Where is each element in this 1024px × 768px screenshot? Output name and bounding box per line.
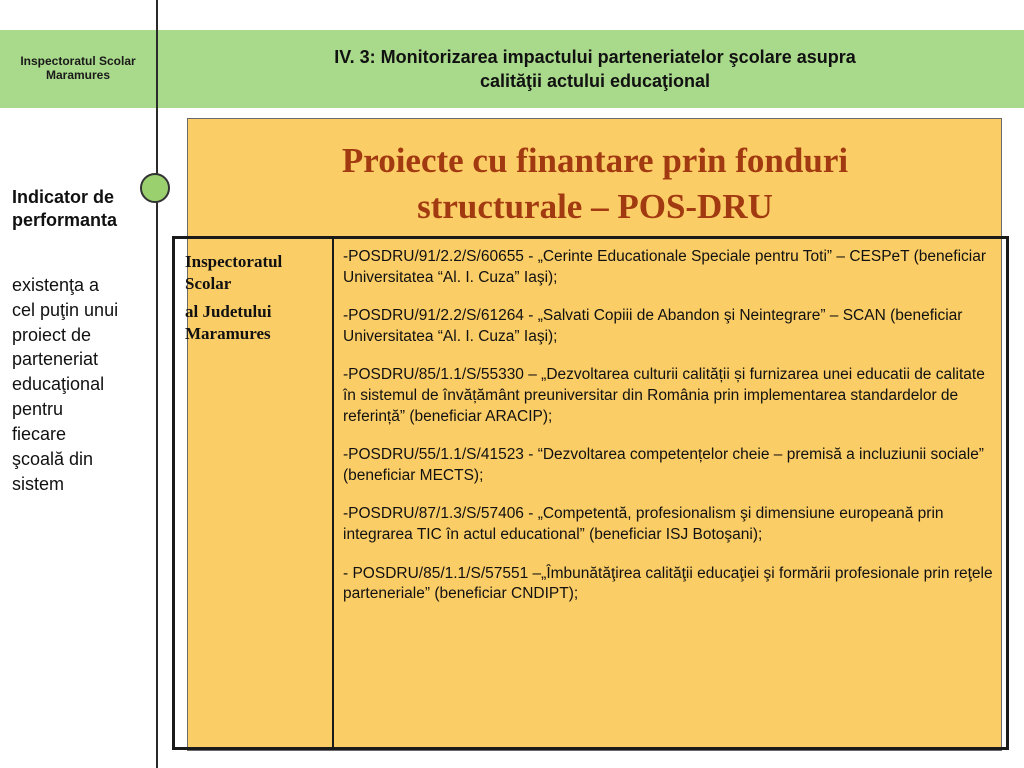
project-item: -POSDRU/91/2.2/S/61264 - „Salvati Copiii de Abandon şi Neintegrare” – SCAN (beneficiar Universitatea “Al. I. Cuza” Iaşi); (343, 307, 963, 345)
project-item: -POSDRU/55/1.1/S/41523 - “Dezvoltarea competențelor cheie – premisă a incluziunii sociale” (beneficiar MECTS); (343, 446, 984, 484)
project-item: -POSDRU/87/1.3/S/57406 - „Competentă, profesionalism şi dimensiune europeană prin integrarea TIC în actul educational” (beneficiar ISJ Botoşani); (343, 505, 944, 544)
project-item: - POSDRU/85/1.1/S/57551 –„Îmbunătăţirea calităţii educaţiei şi formării profesionale prin reţele parteneriale” (beneficiar CNDIPT); (343, 564, 993, 603)
projects-table (172, 236, 1009, 750)
projects-list (343, 247, 993, 623)
brand-label: Inspectoratul Scolar Maramures (20, 54, 136, 82)
project-item: -POSDRU/91/2.2/S/60655 - „Cerinte Educationale Speciale pentru Toti” – CESPeT (beneficiar Universitatea “Al. I. Cuza” Iaşi); (343, 248, 987, 286)
organization-cell (185, 251, 325, 345)
page-title: Proiecte cu finantare prin fonduri structurale – POS-DRU (341, 141, 849, 226)
project-item: -POSDRU/85/1.1/S/55330 – „Dezvoltarea culturii calității și furnizarea unei educatii de calitate în sistemul de învățământ preuniversitar din România prin implementarea standardelor de referință” (beneficiar ARACIP); (343, 366, 985, 425)
table-column-divider (332, 239, 334, 747)
indicator-label: Indicator de performanta (12, 187, 118, 231)
bullet-circle-icon (140, 173, 170, 203)
slide-header-title: IV. 3: Monitorizarea impactului parteneriatelor şcolare asupra calităţii actului educaţional (334, 46, 856, 91)
organization-line-2: al Judetului Maramures (185, 302, 272, 344)
indicator-text: existenţa a cel puţin unui proiect de parteneriat educaţional pentru fiecare şcoală din sistem (12, 275, 119, 494)
organization-line-1: Inspectoratul Scolar (185, 252, 283, 294)
